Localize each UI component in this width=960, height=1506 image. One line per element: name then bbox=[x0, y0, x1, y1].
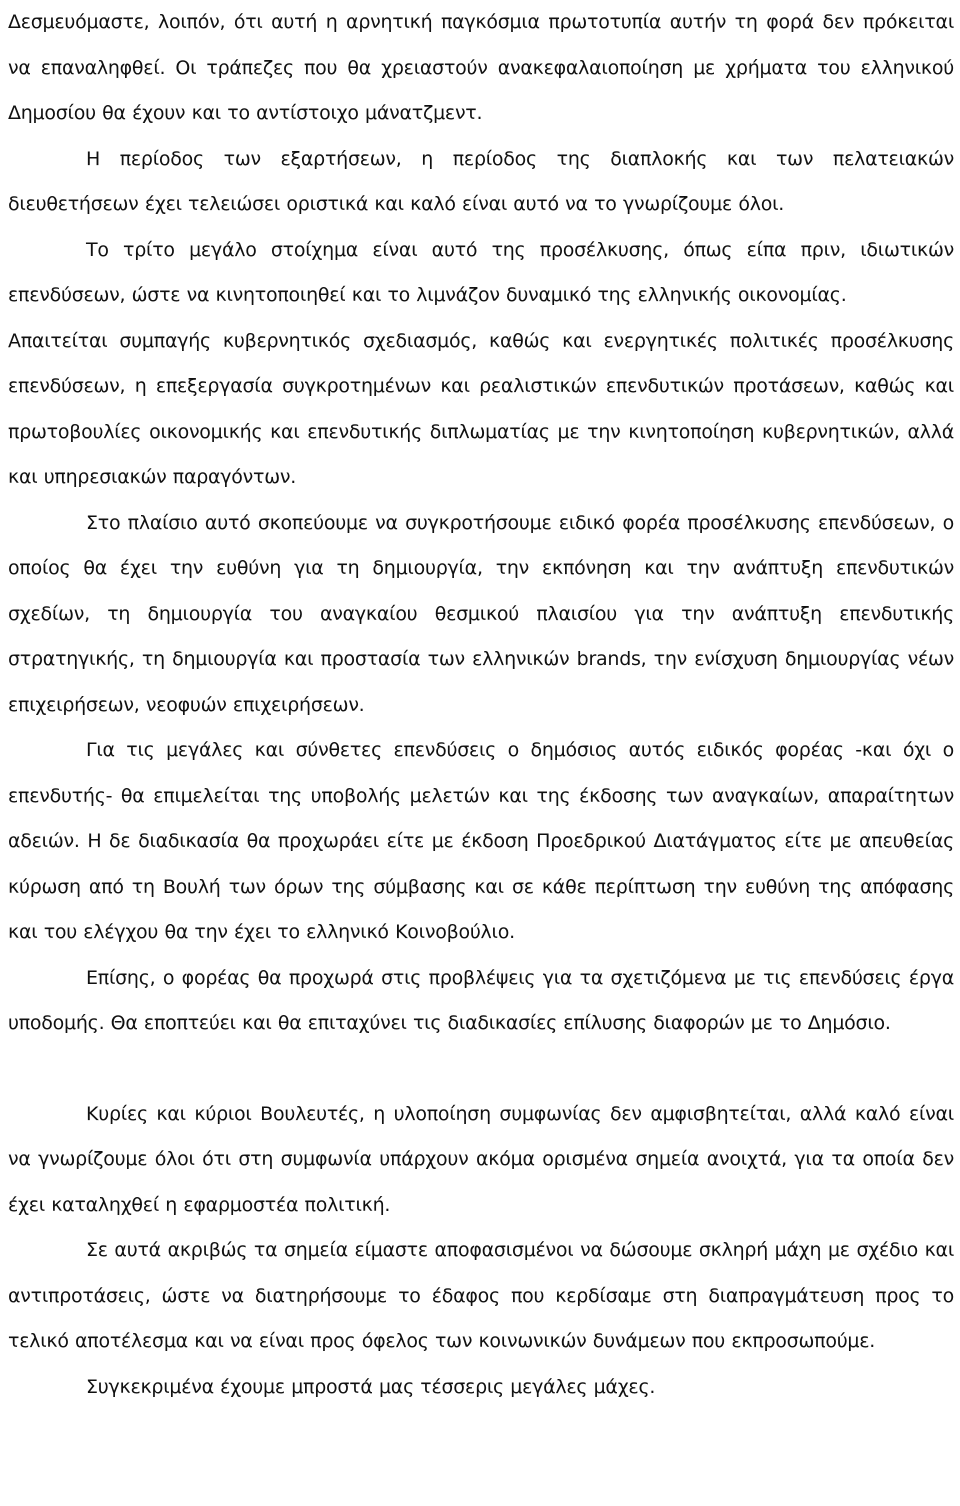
paragraph-8: Κυρίες και κύριοι Βουλευτές, η υλοποίηση συμφωνίας δεν αμφισβητείται, αλλά καλό είναι να γνωρίζουμε όλοι ότι στη συμφωνία υπάρχουν ακόμα ορισμένα σημεία ανοιχτά, για τα οποία δεν έχει καταληχθεί η εφαρμοστέα πολιτική. bbox=[8, 1102, 954, 1216]
paragraph-9: Σε αυτά ακριβώς τα σημεία είμαστε αποφασισμένοι να δώσουμε σκληρή μάχη με σχέδιο και αντιπροτάσεις, ώστε να διατηρήσουμε το έδαφος που κερδίσαμε στη διαπραγμάτευση προς το τελικό αποτέλεσμα και να είναι προς όφελος των κοινωνικών δυνάμεων που εκπροσωπούμε. bbox=[8, 1239, 954, 1352]
paragraph-7: Επίσης, ο φορέας θα προχωρά στις προβλέψεις για τα σχετιζόμενα με τις επενδύσεις έργα υποδομής. Θα εποπτεύει και θα επιταχύνει τις διαδικασίες επίλυσης διαφορών με το Δημόσιο. bbox=[8, 966, 954, 1034]
paragraph-10: Συγκεκριμένα έχουμε μπροστά μας τέσσερις μεγάλες μάχες. bbox=[86, 1375, 656, 1398]
paragraph-5: Στο πλαίσιο αυτό σκοπεύουμε να συγκροτήσουμε ειδικό φορέα προσέλκυσης επενδύσεων, ο οποίος θα έχει την ευθύνη για τη δημιουργία, την εκπόνηση και την ανάπτυξη επενδυτικών σχεδίων, τη δημιουργία του αναγκαίου θεσμικού πλαισίου για την ανάπτυξη επενδυτικής στρατηγικής, τη δημιουργία και προστασία των ελληνικών brands, την ενίσχυση δημιουργίας νέων επιχειρήσεων, νεοφυών επιχειρήσεων. bbox=[8, 511, 954, 716]
paragraph-2: Η περίοδος των εξαρτήσεων, η περίοδος της διαπλοκής και των πελατειακών διευθετήσεων έχει τελειώσει οριστικά και καλό είναι αυτό να το γνωρίζουμε όλοι. bbox=[8, 147, 954, 215]
paragraph-1: Δεσμευόμαστε, λοιπόν, ότι αυτή η αρνητική παγκόσμια πρωτοτυπία αυτήν τη φορά δεν πρόκειται να επαναληφθεί. Οι τράπεζες που θα χρειαστούν ανακεφαλαιοποίηση με χρήματα του ελληνικού Δημοσίου θα έχουν και το αντίστοιχο μάνατζμεντ. bbox=[8, 11, 954, 124]
document-page bbox=[8, 0, 954, 1410]
paragraph-4: Απαιτείται συμπαγής κυβερνητικός σχεδιασμός, καθώς και ενεργητικές πολιτικές προσέλκυσης επενδύσεων, η επεξεργασία συγκροτημένων και ρεαλιστικών επενδυτικών προτάσεων, καθώς και πρωτοβουλίες οικονομικής και επενδυτικής διπλωματίας με την κινητοποίηση κυβερνητικών, αλλά και υπηρεσιακών παραγόντων. bbox=[8, 329, 954, 488]
paragraph-gap bbox=[8, 1047, 954, 1092]
paragraph-3: Το τρίτο μεγάλο στοίχημα είναι αυτό της προσέλκυσης, όπως είπα πριν, ιδιωτικών επενδύσεων, ώστε να κινητοποιηθεί και το λιμνάζον δυναμικό της ελληνικής οικονομίας. bbox=[8, 238, 954, 306]
paragraph-6: Για τις μεγάλες και σύνθετες επενδύσεις ο δημόσιος αυτός ειδικός φορέας -και όχι ο επενδυτής- θα επιμελείται της υποβολής μελετών και της έκδοσης των αναγκαίων, απαραίτητων αδειών. Η δε διαδικασία θα προχωράει είτε με έκδοση Προεδρικού Διατάγματος είτε με απευθείας κύρωση από τη Βουλή των όρων της σύμβασης και σε κάθε περίπτωση την ευθύνη της απόφασης και του ελέγχου θα την έχει το ελληνικό Κοινοβούλιο. bbox=[8, 739, 954, 943]
